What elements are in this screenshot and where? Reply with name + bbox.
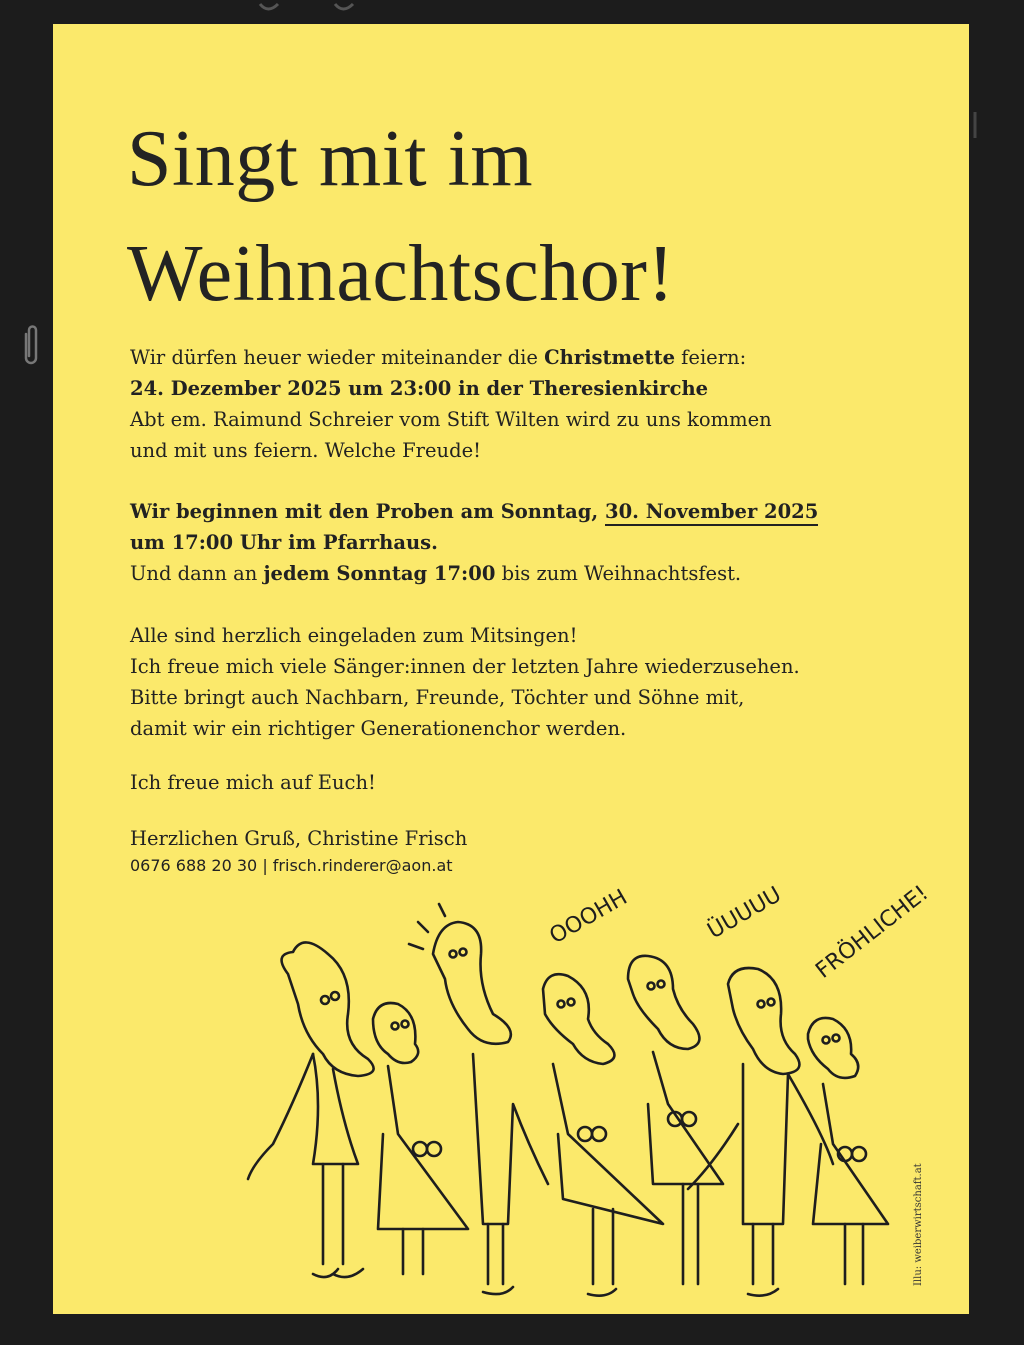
singer-figure xyxy=(373,1003,468,1274)
weekly-time-highlight: jedem Sonntag 17:00 xyxy=(263,562,496,585)
invite-line-2: Ich freue mich viele Sänger:innen der letzten Jahre wiederzusehen. xyxy=(130,655,800,678)
rehearsal-line-3 xyxy=(130,558,870,589)
invite-line-3: Bitte bringt auch Nachbarn, Freunde, Töchter und Söhne mit, xyxy=(130,686,745,709)
intro-text-end: feiern: xyxy=(674,346,747,369)
event-date: 24. Dezember 2025 um 23:00 in der Theresienkirche xyxy=(130,377,709,400)
singer-figure xyxy=(409,904,548,1294)
poster xyxy=(53,24,969,1314)
right-edge-mark xyxy=(968,110,982,140)
christmette-highlight: Christmette xyxy=(544,346,675,369)
singer-figure xyxy=(248,942,374,1277)
illustration-credit: Illu: weiberwirtschaft.at xyxy=(913,1163,924,1286)
title-line-2: Weihnachtschor! xyxy=(127,230,675,318)
intro-line-1 xyxy=(130,342,870,373)
intro-text: Wir dürfen heuer wieder miteinander die xyxy=(130,346,545,369)
intro-paragraph xyxy=(130,342,870,466)
intro-line-4: und mit uns feiern. Welche Freude! xyxy=(130,439,481,462)
rehearsal-location: um 17:00 Uhr im Pfarrhaus. xyxy=(130,531,438,554)
speech-bubble-froehliche: FRÖHLICHE! xyxy=(811,880,934,984)
singer-figure xyxy=(688,968,833,1296)
rehearsal-text-2: Und dann an xyxy=(130,562,264,585)
rehearsal-text: Wir beginnen mit den Proben am Sonntag, xyxy=(130,500,605,523)
rehearsal-text-3: bis zum Weihnachtsfest. xyxy=(495,562,742,585)
rehearsal-paragraph xyxy=(130,496,870,589)
rehearsal-line-1 xyxy=(130,496,870,527)
invite-line-1: Alle sind herzlich eingeladen zum Mitsingen! xyxy=(130,624,578,647)
speech-bubble-uuuu: ÜUUUU xyxy=(703,882,786,945)
intro-line-3: Abt em. Raimund Schreier vom Stift Wilten wird zu uns kommen xyxy=(130,408,772,431)
closing-line: Ich freue mich auf Euch! xyxy=(130,771,376,794)
rehearsal-start-date: 30. November 2025 xyxy=(605,500,818,526)
invite-paragraph xyxy=(130,620,870,744)
contact-info: 0676 688 20 30 | frisch.rinderer@aon.at xyxy=(130,856,453,875)
singer-figure xyxy=(628,956,723,1284)
signature-greeting: Herzlichen Gruß, Christine Frisch xyxy=(130,827,468,850)
paperclip-icon[interactable] xyxy=(18,322,44,370)
singer-figure xyxy=(543,974,663,1295)
singer-figure xyxy=(808,1018,888,1284)
top-edge-marks xyxy=(250,0,370,18)
poster-title xyxy=(127,102,675,332)
choir-illustration xyxy=(183,804,943,1304)
speech-bubble-oooh: OOOHH xyxy=(545,885,632,950)
title-line-1: Singt mit im xyxy=(127,115,534,203)
invite-line-4: damit wir ein richtiger Generationenchor werden. xyxy=(130,717,627,740)
